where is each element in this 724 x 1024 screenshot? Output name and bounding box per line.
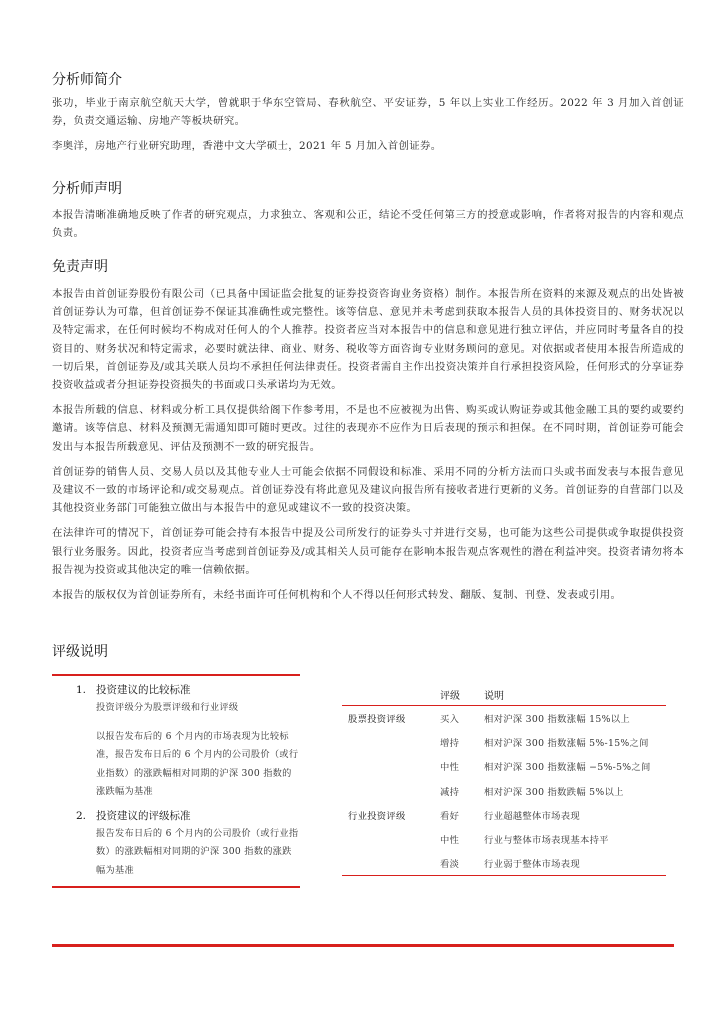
rating-grade: 增持 [440, 738, 460, 750]
rating-description: 行业超越整体市场表现 [484, 810, 580, 822]
rating-category [342, 730, 440, 754]
rating-description: 相对沪深 300 指数涨幅 15%以上 [484, 714, 630, 726]
analyst-statement-paragraph: 本报告清晰准确地反映了作者的研究观点，力求独立、客观和公正，结论不受任何第三方的授意或影响，作者将对报告的内容和观点负责。 [52, 209, 684, 240]
table-row [342, 803, 666, 827]
table-header-row [342, 684, 666, 706]
rating-criteria-box [52, 674, 300, 888]
rating-category [342, 851, 440, 876]
rating-grade: 中性 [440, 835, 460, 847]
criteria-text: 报告发布日后的 6 个月内的公司股价（或行业指数）的涨跌幅相对同期的沪深 300 指数的涨跌幅为基准 [96, 827, 299, 876]
analyst-intro-paragraph-2: 李奥洋，房地产行业研究助理，香港中文大学硕士，2021 年 5 月加入首创证券。 [52, 140, 442, 153]
analyst-intro-section [52, 70, 684, 156]
table-row [342, 827, 666, 851]
rating-table [342, 684, 666, 876]
analyst-statement-title: 分析师声明 [52, 181, 122, 197]
table-row [342, 779, 666, 803]
rating-description: 相对沪深 300 指数跌幅 5%以上 [484, 786, 624, 798]
analyst-statement-section [52, 179, 684, 242]
disclaimer-paragraph: 本报告所载的信息、材料或分析工具仅提供给阁下作参考用，不是也不应被视为出售、购买或认购证券或其他金融工具的要约或要约邀请。该等信息、材料及预测无需通知即可随时更改。过往的表现亦不应作为日后表现的预示和担保。在不同时期，首创证券可能会发出与本报告所载意见、评估及预测不一致的研究报告。 [52, 404, 684, 453]
rating-description: 行业与整体市场表现基本持平 [484, 835, 609, 847]
rating-category [342, 827, 440, 851]
rating-content [52, 670, 684, 890]
disclaimer-title: 免责声明 [52, 259, 108, 275]
table-header-grade: 评级 [440, 684, 484, 706]
rating-description: 相对沪深 300 指数涨幅 5%-15%之间 [484, 738, 649, 750]
rating-grade: 减持 [440, 786, 460, 798]
rating-category [342, 754, 440, 778]
criteria-text: 以报告发布后的 6 个月内的市场表现为比较标准，报告发布日后的 6 个月内的公司股价（或行业指数）的涨跌幅相对同期的沪深 300 指数的涨跌幅为基准 [96, 730, 299, 797]
table-row [342, 706, 666, 731]
table-header-description: 说明 [484, 684, 666, 706]
criteria-text: 投资评级分为股票评级和行业评级 [96, 702, 239, 713]
table-row [342, 851, 666, 876]
rating-category: 股票投资评级 [348, 714, 406, 726]
rating-title: 评级说明 [52, 644, 108, 660]
criteria-number: 1. [76, 684, 87, 696]
analyst-intro-title: 分析师简介 [52, 72, 122, 88]
rating-grade: 买入 [440, 714, 460, 726]
criteria-title: 投资建议的比较标准 [96, 684, 191, 696]
disclaimer-paragraph: 在法律许可的情况下，首创证券可能会持有本报告中提及公司所发行的证券头寸并进行交易，也可能为这些公司提供或争取提供投资银行业务服务。因此，投资者应当考虑到首创证券及/或其相关人员可能存在影响本报告观点客观性的潜在利益冲突。投资者请勿将本报告视为投资或其他决定的唯一信赖依据。 [52, 527, 684, 576]
criteria-heading [76, 808, 300, 825]
rating-section [52, 642, 684, 890]
disclaimer-section [52, 257, 684, 611]
rating-grade: 看好 [440, 810, 460, 822]
disclaimer-paragraph: 本报告的版权仅为首创证券所有，未经书面许可任何机构和个人不得以任何形式转发、翻版、复制、刊登、发表或引用。 [52, 589, 622, 602]
disclaimer-paragraph: 首创证券的销售人员、交易人员以及其他专业人士可能会依据不同假设和标准、采用不同的分析方法而口头或书面发表与本报告意见及建议不一致的市场评论和/或交易观点。首创证券没有将此意见及建议向报告所有接收者进行更新的义务。首创证券的自营部门以及其他投资业务部门可能独立做出与本报告中的意见或建议不一致的投资决策。 [52, 465, 684, 515]
table-row [342, 754, 666, 778]
footer-divider [52, 944, 674, 947]
rating-table-box [342, 684, 666, 876]
table-row [342, 730, 666, 754]
rating-grade: 中性 [440, 762, 460, 774]
rating-category [342, 779, 440, 803]
criteria-heading [76, 682, 300, 699]
rating-description: 相对沪深 300 指数涨幅 −5%-5%之间 [484, 762, 651, 774]
criteria-number: 2. [76, 809, 87, 822]
rating-grade: 看淡 [440, 851, 484, 876]
divider [52, 886, 300, 888]
criteria-title: 投资建议的评级标准 [96, 809, 191, 822]
analyst-intro-paragraph-1: 张功，毕业于南京航空航天大学，曾就职于华东空管局、春秋航空、平安证券，5 年以上实业工作经历。2022 年 3 月加入首创证券，负责交通运输、房地产等板块研究。 [52, 97, 684, 128]
disclaimer-paragraph: 本报告由首创证券股份有限公司（已具备中国证监会批复的证券投资咨询业务资格）制作。本报告所在资料的来源及观点的出处皆被首创证券认为可靠，但首创证券不保证其准确性或完整性。该等信息、意见并未考虑到获取本报告人员的具体投资目的、财务状况以及特定需求，在任何时候均不构成对任何人的个人推荐。投资者应当对本报告中的信息和意见进行独立评估，并应同时考量各自的投资目的、财务状况和特定需求，必要时就法律、商业、财务、税收等方面咨询专业财务顾问的意见。对依据或者使用本报告所造成的一切后果，首创证券及/或其关联人员均不承担任何法律责任。投资者需自主作出投资决策并自行承担投资风险，任何形式的分享证券投资收益或者分担证券投资损失的书面或口头承诺均为无效。 [52, 288, 684, 392]
rating-category: 行业投资评级 [348, 810, 406, 822]
table-header-category [342, 684, 440, 706]
rating-description: 行业弱于整体市场表现 [484, 851, 666, 876]
